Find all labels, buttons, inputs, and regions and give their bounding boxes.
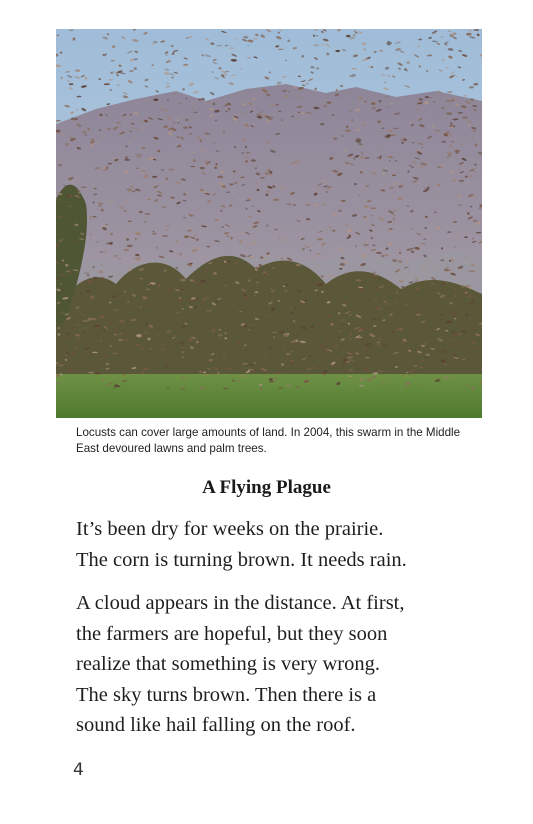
text-line: sound like hail falling on the roof. [76,714,356,736]
caption-line: East devoured lawns and palm trees. [76,442,267,455]
photo-caption [76,425,476,457]
text-line: The sky turns brown. Then there is a [76,683,377,706]
lawn [56,374,482,418]
text-line: the farmers are hopeful, but they soon [76,622,388,645]
locust-swarm-photo [56,29,482,418]
caption-line: Locusts can cover large amounts of land. In 2004, this swarm in the Middle [76,426,461,439]
text-line: It’s been dry for weeks on the prairie. [76,518,384,540]
section-heading: A Flying Plague [202,477,331,498]
paragraph-1 [76,514,496,575]
paragraph-2 [76,588,496,741]
text-line: realize that something is very wrong. [76,653,380,675]
text-line: The corn is turning brown. It needs rain. [76,548,407,571]
locust-swarm-image [56,29,482,418]
text-line: A cloud appears in the distance. At first, [76,592,405,614]
page-number: 4 [73,760,84,780]
